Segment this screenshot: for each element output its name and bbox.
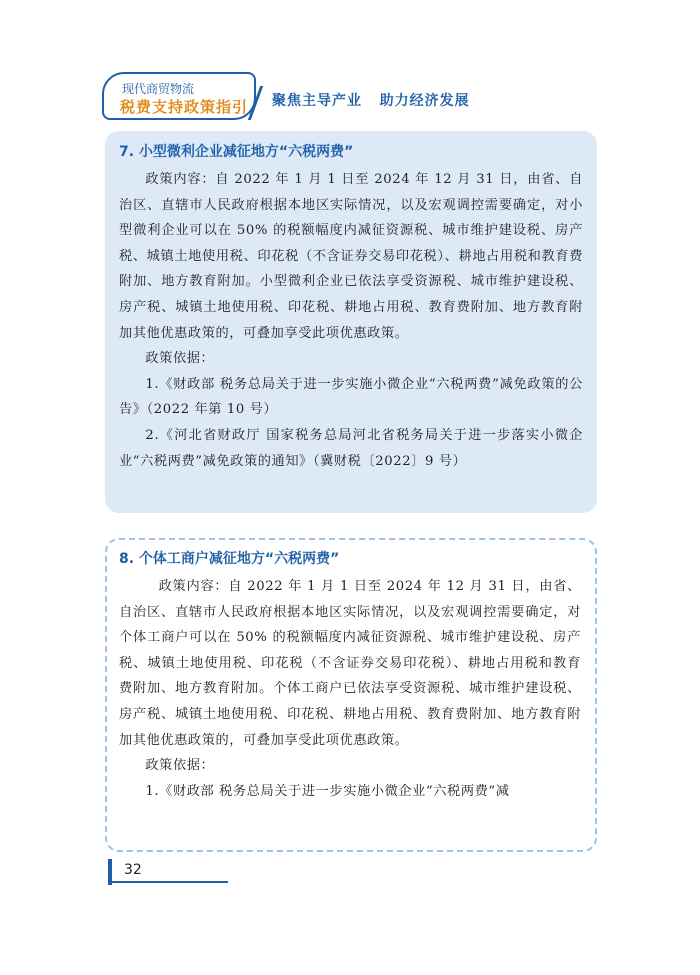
page-number: 32 [124, 862, 142, 878]
footer-rule [108, 881, 228, 883]
series-subtitle: 现代商贸物流 [122, 82, 195, 96]
section-8-box [105, 538, 597, 852]
section-8-title: 8. 个体工商户减征地方“六税两费” [119, 551, 340, 567]
series-title: 税费支持政策指引 [120, 98, 249, 116]
book-series-tag [102, 72, 256, 120]
section-7-box [105, 131, 597, 513]
section-8-content: 政策内容：自 2022 年 1 月 1 日至 2024 年 12 月 31 日，由省、自治区、直辖市人民政府根据本地区实际情况，以及宏观调控需要确定，对个体工商户可以在 50% 的税额幅度内减征资源税、城市维护建设税、房产税、城镇土地使用税、印花税（不含证券交易印花税）、耕地占用税和教育费附加、地方教育附加。个体工商户已依法享受资源税、城市维护建设税、房产税、城镇土地使用税、印花税、耕地占用税、教育费附加、地方教育附加其他优惠政策的，可叠加享受此项优惠政策。 [119, 579, 581, 748]
header-slogan: 聚焦主导产业 助力经济发展 [272, 93, 470, 109]
section-7-title: 7. 小型微利企业减征地方“六税两费” [119, 144, 354, 160]
section-7-basis-2: 2.《河北省财政厅 国家税务总局河北省税务局关于进一步落实小微企业“六税两费”减免政策的通知》（冀财税〔2022〕9 号） [119, 427, 583, 469]
page-header [102, 72, 622, 122]
section-7-basis-label: 政策依据： [145, 351, 215, 367]
section-8-basis-1: 1.《财政部 税务总局关于进一步实施小微企业“六税两费”减 [145, 783, 510, 799]
section-7-basis-1: 1.《财政部 税务总局关于进一步实施小微企业“六税两费”减免政策的公告》（2022 年第 10 号） [119, 376, 583, 418]
section-7-content: 政策内容：自 2022 年 1 月 1 日至 2024 年 12 月 31 日，由省、自治区、直辖市人民政府根据本地区实际情况，以及宏观调控需要确定，对小型微利企业可以在 50% 的税额幅度内减征资源税、城市维护建设税、房产税、城镇土地使用税、印花税（不含证券交易印花税）、耕地占用税和教育费附加、地方教育附加。小型微利企业已依法享受资源税、城市维护建设税、房产税、城镇土地使用税、印花税、耕地占用税、教育费附加、地方教育附加其他优惠政策的，可叠加享受此项优惠政策。 [119, 172, 583, 341]
section-8-basis-label: 政策依据： [145, 758, 215, 774]
